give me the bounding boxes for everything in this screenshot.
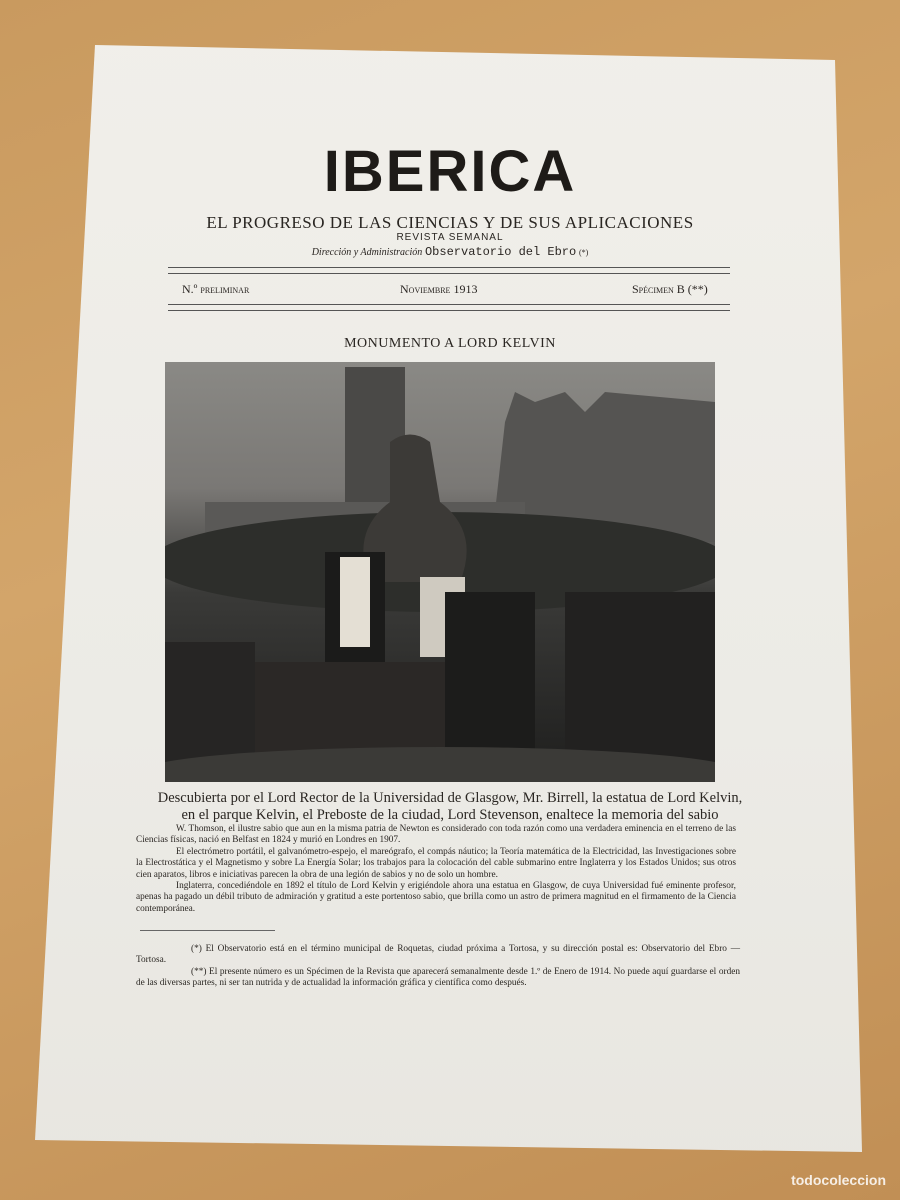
issue-date: Noviembre 1913 xyxy=(400,282,478,296)
direction-label: Dirección y Administración xyxy=(311,247,423,258)
caption-line: en el parque Kelvin, el Preboste de la ciudad, Lord Stevenson, enaltece la memoria del sabio xyxy=(181,807,719,823)
magazine-subtitle: EL PROGRESO DE LAS CIENCIAS Y DE SUS APLICACIONES xyxy=(206,213,694,232)
direction-footnote-mark: (*) xyxy=(578,248,589,257)
paragraph: Inglaterra, concediéndole en 1892 el título de Lord Kelvin y erigiéndole ahora una estatua en Glasgow, de cuya Universidad fué eminente profesor, apenas ha pagado un débil tributo de admiración y gratitud a este portentoso sabio, que brilla como un astro de primera magnitud en el firmamento de la Ciencia contemporánea. xyxy=(136,881,736,914)
frequency-label: REVISTA SEMANAL xyxy=(396,232,504,243)
divider xyxy=(168,310,730,311)
paragraph: W. Thomson, el ilustre sabio que aun en la misma patria de Newton es considerado con toda razón como una verdadera eminencia en el terreno de las Ciencias físicas, nació en Belfast en 1824 y murió en Londres en 1907. xyxy=(136,824,736,846)
footnote: (*) El Observatorio está en el término municipal de Roquetas, ciudad próxima a Tortosa, y su dirección postal es: Observatorio del Ebro — Tortosa. xyxy=(136,944,740,966)
article-body xyxy=(136,824,736,915)
divider xyxy=(168,304,730,305)
article-heading: MONUMENTO A LORD KELVIN xyxy=(344,336,556,351)
divider xyxy=(168,273,730,274)
paragraph: El electrómetro portátil, el galvanómetro-espejo, el mareógrafo, el compás náutico; la Teoría matemática de la Electricidad, las Investigaciones sobre la Electrostática y el Magnetismo y sobre La Energía Solar; los trabajos para la colocación del cable submarino entre Inglaterra y los Estados Unidos; sus otros cien aparatos, libros e iniciativas parecen la obra de una legión de sabios y no de solo un hombre. xyxy=(136,846,736,880)
issue-specimen: Spécimen B (**) xyxy=(632,282,708,296)
magazine-title: IBERICA xyxy=(323,139,577,204)
kelvin-monument-photo xyxy=(165,362,715,782)
direction-value: Observatorio del Ebro xyxy=(424,245,577,259)
issue-number: N.º preliminar xyxy=(182,282,250,296)
divider xyxy=(168,267,730,268)
footnote: (**) El presente número es un Spécimen de la Revista que aparecerá semanalmente desde 1.º de Enero de 1914. No puede aquí guardarse el orden de las diversas partes, ni ser tan nutrida y de actualidad la información gráfica y científica como después. xyxy=(136,966,740,989)
watermark: todocoleccion xyxy=(791,1172,886,1188)
photo-caption xyxy=(150,790,750,824)
footnotes xyxy=(136,944,740,990)
direction-line xyxy=(160,245,740,259)
footnote-divider xyxy=(140,930,275,931)
caption-line: Descubierta por el Lord Rector de la Universidad de Glasgow, Mr. Birrell, la estatua de Lord Kelvin, xyxy=(157,790,743,806)
